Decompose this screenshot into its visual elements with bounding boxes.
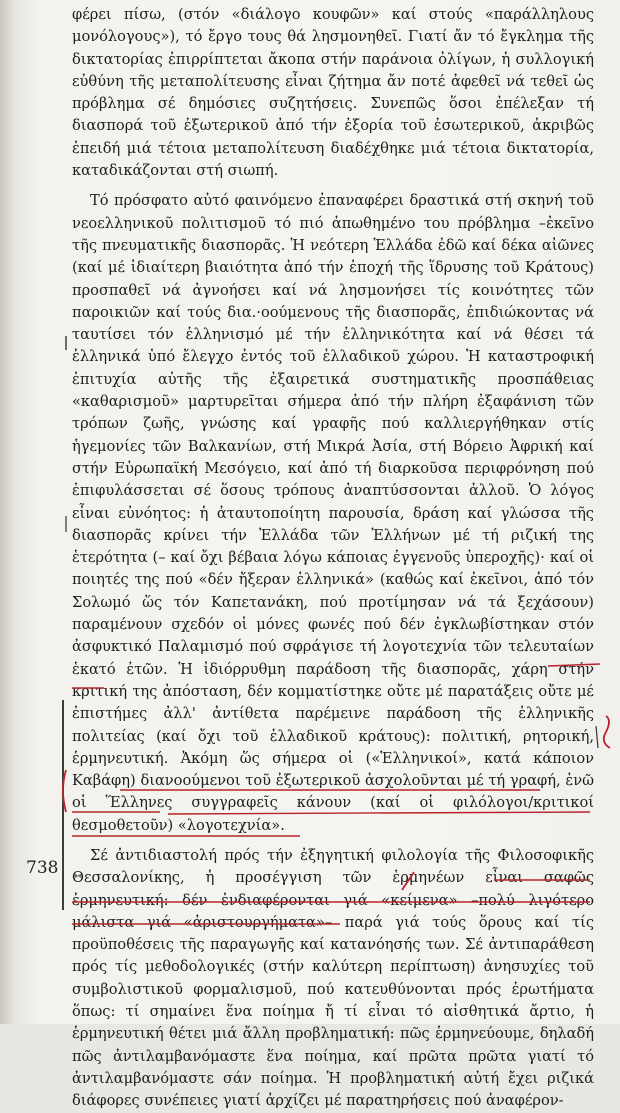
paragraph-3: Σέ ἀντιδιαστολή πρός τήν ἐξηγητική φιλολογία τῆς Φιλοσοφικῆς Θεσσαλονίκης, ἡ προσέγγιση τῶν ἑρμηνέων εἶναι σαφῶς ἑρμηνευτική: δέν ἐνδιαφέρονται γιά «κείμενα» –πολύ λιγότερο μάλιστα γιά «ἀριστουργήματα»– παρά γιά τούς ὅρους καί τίς προϋποθέσεις τῆς παραγωγῆς καί κατανόησής των. Σέ ἀντιπαράθεση πρός τίς μεθοδολογικές (στήν καλύτερη περίπτωση) ἀνησυχίες τοῦ συμβολιστικοῦ φορμαλισμοῦ, πού κατευθύνονται πρός ἐρωτήματα ὅπως: τί σημαίνει ἕνα ποίημα ἤ τί εἶναι τό αἰσθητικά ἄρτιο, ἡ ἑρμηνευτική θέτει μιά ἄλλη προβληματική: πῶς ἑρμηνεύουμε, δηλαδή πῶς ἀντιλαμβανόμαστε ἕνα ποίημα, καί πρῶτα πρῶτα γιατί τό ἀντιλαμβανόμαστε σάν ποίημα. Ἡ προβληματική αὐτή ἔχει ριζικά διάφορες συνέπειες γιατί ἀρχίζει μέ παρατηρήσεις πού ἀναφέρον- <box>72 846 594 1110</box>
page-number: 738 <box>26 858 59 878</box>
paragraph-2: Τό πρόσφατο αὐτό φαινόμενο ἐπαναφέρει δραστικά στή σκηνή τοῦ νεοελληνικοῦ πολιτισμοῦ τό πιό ἀπωθημένο του πρόβλημα –ἐκεῖνο τῆς πνευματικῆς διασπορᾶς. Ἡ νεότερη Ἑλλάδα ἐδῶ καί δέκα αἰῶνες (καί μέ ἰδιαίτερη βιαιότητα ἀπό τήν ἐποχή τῆς ἵδρυσης τοῦ Κράτους) προσπαθεῖ νά ἀγνοήσει καί νά λησμονήσει τίς κοινότητες τῶν παροικιῶν καί τούς δια.·οούμενους τῆς διασπορᾶς, ἐπιδιώκοντας νά ταυτίσει τόν ἑλληνισμό μέ τήν ἑλληνικότητα καί νά θέσει τά ἑλληνικά ὑπό ἔλεγχο ἐντός τοῦ ἑλλαδικοῦ χώρου. Ἡ καταστροφική ἐπιτυχία αὐτῆς τῆς ἐξαιρετικά συστηματικῆς προσπάθειας «καθαρισμοῦ» μαρτυρεῖται σήμερα ἀπό τήν πλήρη ἐξαφάνιση τῶν τρόπων ζωῆς, γνώσης καί γραφῆς πού καλλιεργήθηκαν στίς ἡγεμονίες τῶν Βαλκανίων, στή Μικρά Ἀσία, στή Βόρειο Ἀφρική καί στήν Εὐρωπαϊκή Μεσόγειο, καί ἀπό τή διαρκοῦσα περιφρόνηση πού ἐπιφυλάσσεται σέ ὅσους τρόπους ἀναπτύσσονται ἀλλοῦ. Ὁ λόγος εἶναι εὐνόητος: ἡ ἀταυτοποίητη παρουσία, δράση καί γλώσσα τῆς διασπορᾶς κρίνει τήν Ἑλλάδα τῶν Ἑλλήνων μέ τή ριζική της ἑτερότητα (– καί ὄχι βέβαια λόγω κάποιας ἐγγενοῦς ὑπεροχῆς)· καί οἱ ποιητές της πού «δέν ἤξεραν ἑλληνικά» (καθώς καί ἐκεῖνοι, ἀπό τόν Σολωμό ὥς τόν Καπετανάκη, πού προτίμησαν νά τά ξεχάσουν) παραμένουν σχεδόν οἱ μόνες φωνές πού δέν ἐγκλωβίστηκαν στόν ἀσφυκτικό Παλαμισμό πού σφράγισε τή λογοτεχνία τῶν τελευταίων ἑκατό ἐτῶν. Ἡ ἰδιόρρυθμη παράδοση τῆς διασπορᾶς, χάρη στήν κριτική της ἀπόσταση, δέν κομματίστηκε οὔτε μέ παρατάξεις οὔτε μέ ἐπιστήμες ἀλλ' ἀντίθετα παρέμεινε παράδοση τῆς ἑλληνικῆς πολιτείας (καί ὄχι τοῦ ἑλλαδικοῦ κράτους): πολιτική, ρητορική, ἑρμηνευτική. Ἀκόμη ὥς σήμερα οἱ («Ἑλληνικοί», κατά κάποιον Καβάφη) διανοούμενοι τοῦ ἐξωτερικοῦ ἀσχολοῦνται μέ τή γραφή, ἐνῶ οἱ Ἕλληνες συγγραφεῖς κάνουν (καί οἱ φιλόλογοι/κριτικοί θεσμοθετοῦν) «λογοτεχνία». <box>72 192 594 834</box>
paragraph-1: φέρει πίσω, (στόν «διάλογο κουφῶν» καί στούς «παράλληλους μονόλογους»), τό ἔργο τους θά λησμονηθεῖ. Γιατί ἄν τό ἔγκλημα τῆς δικτατορίας ἐπιρρίπτεται ἄκοπα στήν παράνοια ὀλίγων, ἡ συλλογική εὐθύνη τῆς μεταπολίτευσης εἶναι ζήτημα ἄν ποτέ ἀφεθεῖ νά τεθεῖ ὡς πρόβλημα σέ δημόσιες συζητήσεις. Συνεπῶς ὅσοι ἐπέλεξαν τή διασπορά τοῦ ἐξωτερικοῦ ἀπό τήν ἐξορία τοῦ ἐσωτερικοῦ, ἀκριβῶς ἐπειδή μιά τέτοια μεταπολίτευση διαδέχθηκε μιά τέτοια δικτατορία, καταδικάζονται στή σιωπή. <box>72 6 594 180</box>
pencil-margin-mark-3 <box>596 726 598 748</box>
margin-mark-line-left <box>62 700 64 910</box>
book-gutter-shadow <box>0 0 14 1024</box>
body-text <box>72 4 594 1113</box>
red-margin-bracket-right <box>604 716 610 748</box>
